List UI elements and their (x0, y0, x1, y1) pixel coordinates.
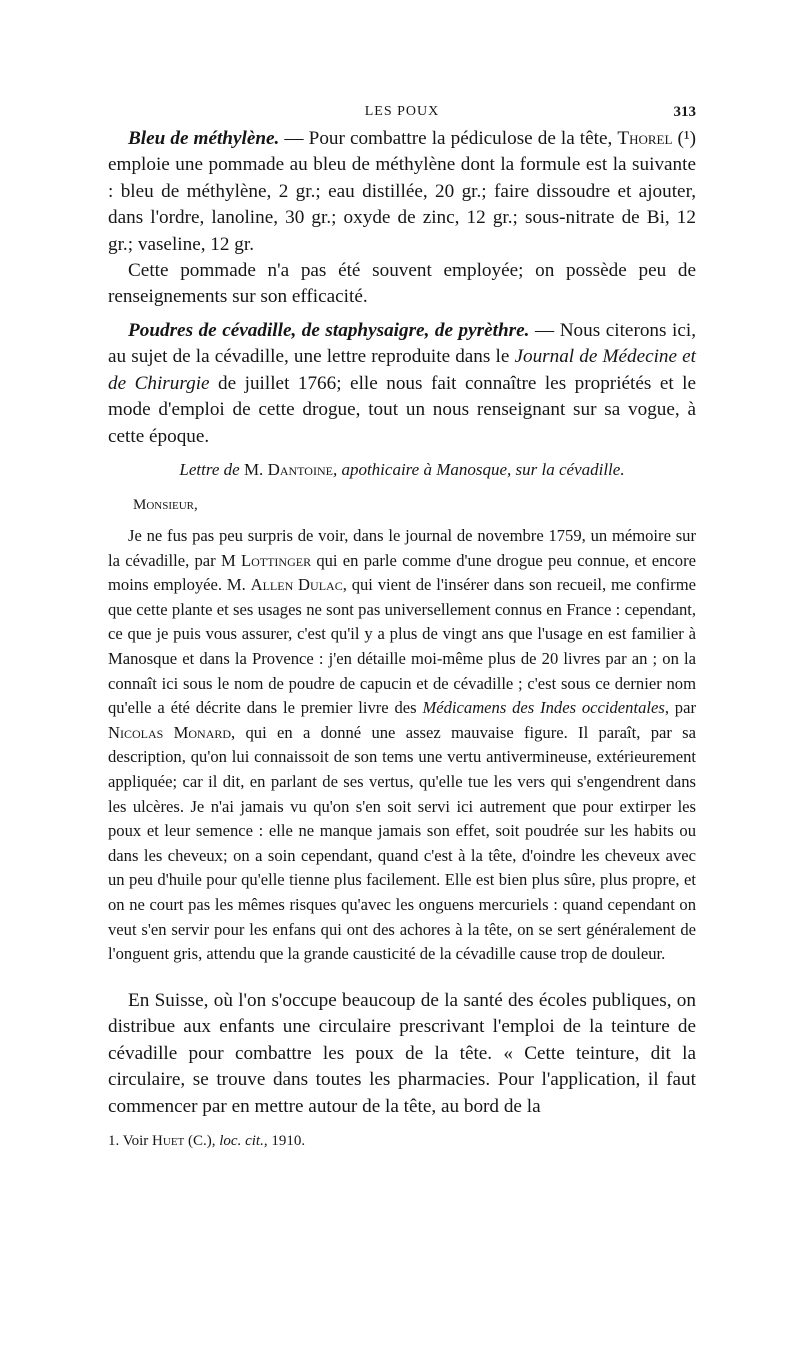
text-run: 1. Voir (108, 1133, 153, 1149)
citation: loc. cit. (219, 1133, 264, 1149)
text-run: emploie une pommade au bleu de méthylène dont la formule est la suivante : bleu de méthylène, 2 gr.; eau distillée, 20 gr.; faire dissoudre et ajouter, dans l'ordre, lanoline, 30 gr.; oxyde de zinc, 12 gr.; sous-nitrate de Bi, 12 gr.; vaseline, 12 gr. (108, 154, 696, 255)
letter-title (108, 458, 696, 482)
author-name: Nicolas Monard (108, 722, 232, 742)
text-run: de juillet 1766; elle nous fait connaître les propriétés et le mode d'emploi de cette drogue, tout un nous renseignant sur sa vogue, à cette époque. (108, 372, 696, 447)
author-name: Lottinger (240, 550, 312, 570)
text-run: , par (664, 698, 696, 718)
journal-title: Journal de Médecine et de Chirurgie (108, 346, 696, 394)
page-number: 313 (673, 104, 696, 120)
paragraph: Cette pommade n'a pas été souvent employée; on possède peu de renseignements sur son efficacité. (108, 260, 696, 308)
text-run: Je ne fus pas peu surpris de voir, dans le journal de novembre 1759, un mémoire sur la cévadille, par M (108, 526, 696, 570)
text-run: Lettre de (179, 460, 240, 479)
book-title: Médicamens des Indes occidentales (422, 698, 665, 718)
author-name: Allen Dulac (250, 575, 343, 595)
running-head (108, 104, 696, 124)
paragraph: En Suisse, où l'on s'occupe beaucoup de la santé des écoles publiques, on distribue aux enfants une circulaire prescrivant l'emploi de la teinture de cévadille pour combattre les poux de la tête. « Cette teinture, dit la circulaire, se trouve dans toutes les pharmacies. Pour l'application, il faut commencer par en mettre autour de la tête, au bord de la (108, 990, 696, 1117)
footnote-ref: (¹) (672, 128, 697, 149)
author-name: Huet (152, 1133, 185, 1149)
letter-body (108, 524, 696, 967)
paragraph (108, 126, 696, 258)
letter-salutation: Monsieur, (133, 497, 198, 513)
text-run: , 1910. (263, 1133, 306, 1149)
text-run: , qui vient de l'insérer dans son recueil, me confirme que cette plante et ses usages ne sont pas universellement connus en France : cependant, ce que je puis vous assurer, c'est qu'il y a plus de vingt ans que l'usage en est familier à Manosque et dans la Provence : j'en détaille moi-même plus de 20 livres par an ; on la connaît ici sous le nom de poudre de capucin et de cévadille ; c'est sous ce dernier nom qu'elle a été décrite dans le premier livre des (108, 575, 696, 718)
section-bleu-de-methylene (108, 126, 696, 311)
text-run: M. (239, 460, 268, 479)
author-name: Dantoine (267, 460, 333, 479)
paragraph (108, 524, 696, 967)
text-run: , apothicaire à Manosque, sur la cévadille. (332, 460, 625, 479)
footnote (108, 1131, 696, 1151)
section-suisse (108, 988, 696, 1120)
text-run: (C.), (184, 1133, 220, 1149)
paragraph (108, 318, 696, 450)
running-title: LES POUX (364, 104, 440, 119)
text-run: — Nous citerons ici, au sujet de la cévadille, une lettre reproduite dans le (108, 320, 696, 368)
section-heading: Bleu de méthylène. (128, 128, 280, 149)
text-run: — Pour combattre la pédiculose de la tête, (279, 128, 613, 149)
text-run: qui en parle comme d'une drogue peu connue, et encore moins employée. M. (108, 550, 696, 595)
author-name: Thorel (617, 128, 673, 149)
section-heading: Poudres de cévadille, de staphysaigre, de pyrèthre. (128, 320, 530, 341)
section-poudres (108, 318, 696, 450)
text-run: , qui en a donné une assez mauvaise figure. Il paraît, par sa description, qu'on lui connaissoit de son tems une vertu antivermineuse, extérieurement appliquée; car il dit, en parlant de ses vertus, qu'elle tue les vers qui s'engendrent dans les ulcères. Je n'ai jamais vu qu'on s'en soit servi ici autrement que pour extirper les poux et leur semence : elle ne manque jamais son effet, soit poudrée sur les habits ou dans les cheveux; on a soin cependant, quand c'est à la tête, d'oindre les cheveux avec un peu d'huile pour qu'elle tienne plus facilement. Elle est bien plus sûre, plus propre, et on ne court pas les mêmes risques qu'avec les onguens mercuriels : quand cependant on veut s'en servir pour les enfans qui ont des achores à la tête, on se sert généralement de l'onguent gris, attendu que la grande causticité de la cévadille cause trop de douleur. (108, 722, 697, 964)
